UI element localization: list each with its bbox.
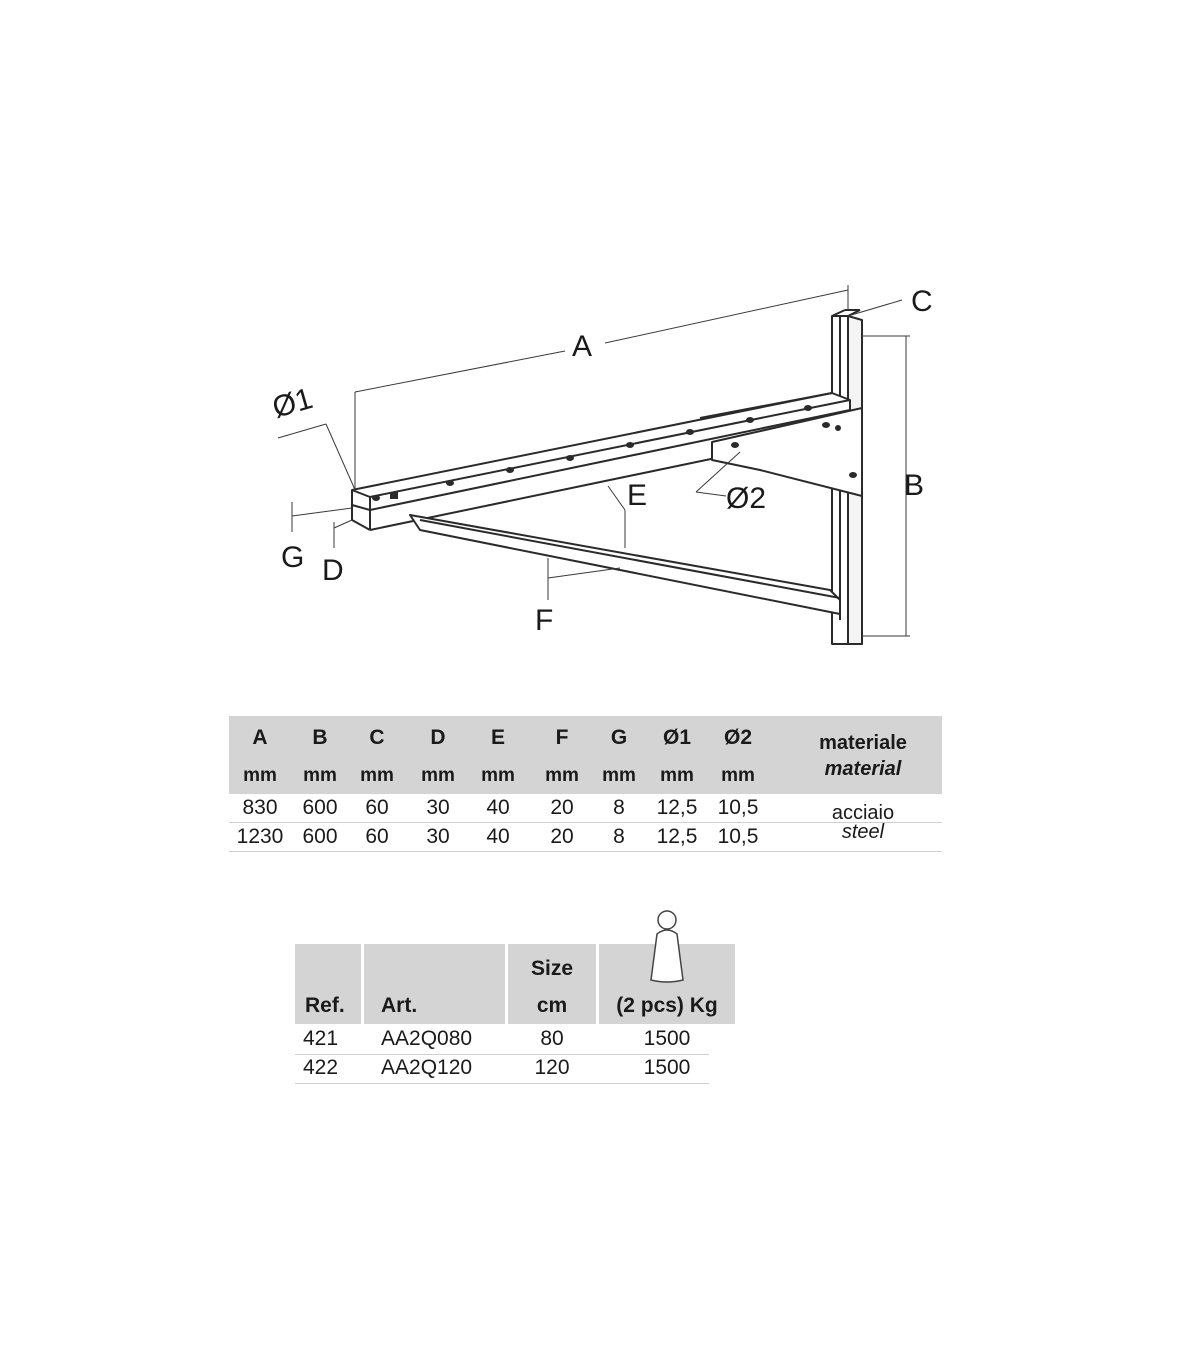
ref-header-cell [295, 944, 361, 1024]
dim-label-a: A [572, 330, 593, 363]
table-row [229, 823, 942, 852]
cell-a: 830 [242, 796, 278, 819]
material-header-en: material [824, 758, 902, 780]
cell-d: 30 [426, 796, 450, 819]
unit-b: mm [303, 765, 337, 786]
art-value: AA2Q120 [381, 1056, 473, 1079]
cell-d1: 12,5 [656, 825, 698, 848]
cell-d2: 10,5 [717, 796, 759, 819]
spec-table-header [229, 716, 942, 794]
load-header: (2 pcs) Kg [616, 994, 718, 1017]
unit-d: mm [421, 765, 455, 786]
table-row [295, 1055, 709, 1084]
cell-b: 600 [302, 825, 338, 848]
cell-b: 600 [302, 796, 338, 819]
dim-label-g: G [281, 541, 305, 574]
header-f: F [555, 726, 569, 749]
cell-c: 60 [365, 796, 389, 819]
dim-label-e: E [627, 479, 648, 512]
unit-e: mm [481, 765, 515, 786]
cell-e: 40 [486, 796, 510, 819]
cell-f: 20 [550, 796, 574, 819]
header-d2: Ø2 [723, 726, 752, 749]
unit-a: mm [243, 765, 277, 786]
dim-label-f: F [535, 604, 554, 637]
material-value-en: steel [841, 821, 885, 843]
size-value: 120 [534, 1056, 570, 1079]
unit-f: mm [545, 765, 579, 786]
bracket-drawing [0, 0, 1200, 680]
table-row [295, 1026, 709, 1055]
cell-c: 60 [365, 825, 389, 848]
ref-value: 421 [303, 1027, 339, 1050]
size-unit: cm [536, 994, 568, 1017]
unit-d1: mm [660, 765, 694, 786]
spec-table [229, 716, 942, 852]
art-value: AA2Q080 [381, 1027, 473, 1050]
header-e: E [490, 726, 505, 749]
material-header: materiale [819, 732, 907, 754]
art-header: Art. [381, 994, 418, 1017]
ref-table [295, 944, 737, 1084]
size-header: Size [530, 957, 574, 980]
unit-c: mm [360, 765, 394, 786]
dim-label-d: D [322, 554, 344, 587]
load-value: 1500 [643, 1027, 691, 1050]
size-value: 80 [540, 1027, 564, 1050]
cell-d1: 12,5 [656, 796, 698, 819]
unit-d2: mm [721, 765, 755, 786]
dim-label-d2: Ø2 [726, 482, 767, 515]
art-header-cell [364, 944, 505, 1024]
load-value: 1500 [643, 1056, 691, 1079]
weight-icon [643, 908, 691, 984]
cell-g: 8 [613, 796, 625, 819]
header-a: A [252, 726, 268, 749]
cell-d: 30 [426, 825, 450, 848]
cell-d2: 10,5 [717, 825, 759, 848]
ref-value: 422 [303, 1056, 339, 1079]
dim-label-b: B [904, 469, 925, 502]
bracket-outline [352, 310, 862, 644]
header-g: G [610, 726, 628, 749]
cell-g: 8 [613, 825, 625, 848]
cell-a: 1230 [236, 825, 284, 848]
header-b: B [312, 726, 328, 749]
cell-f: 20 [550, 825, 574, 848]
dim-label-d1: Ø1 [268, 381, 317, 425]
material-value: acciaio [831, 802, 895, 824]
ref-header: Ref. [305, 994, 345, 1017]
header-d1: Ø1 [662, 726, 691, 749]
table-row [229, 794, 942, 823]
dim-label-c: C [911, 285, 933, 318]
cell-e: 40 [486, 825, 510, 848]
size-header-cell [508, 944, 596, 1024]
load-header-cell [599, 944, 735, 1024]
header-d: D [430, 726, 446, 749]
header-c: C [369, 726, 385, 749]
unit-g: mm [602, 765, 636, 786]
